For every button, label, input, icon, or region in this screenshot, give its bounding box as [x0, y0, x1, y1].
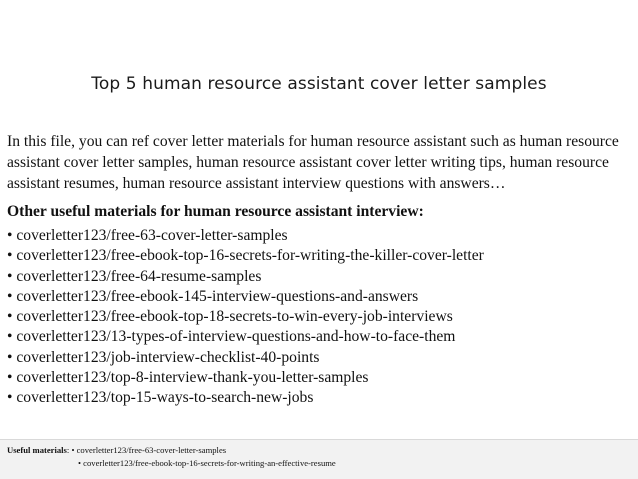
- footer-bar: [0, 439, 638, 479]
- footer-link-resume-ebook[interactable]: • coverletter123/free-ebook-top-16-secrets-for-writing-an-effective-resume: [78, 458, 336, 468]
- footer-separator: :: [66, 445, 72, 455]
- slide-title: Top 5 human resource assistant cover letter samples: [91, 74, 547, 94]
- materials-heading: Other useful materials for human resource assistant interview:: [7, 203, 424, 220]
- materials-list: [7, 226, 484, 409]
- material-link-free-64-resume-samples[interactable]: • coverletter123/free-64-resume-samples: [7, 267, 262, 285]
- material-link-free-ebook-cover-letter-secrets[interactable]: • coverletter123/free-ebook-top-16-secrets-for-writing-the-killer-cover-letter: [7, 247, 484, 265]
- material-link-thank-you-letter-samples[interactable]: • coverletter123/top-8-interview-thank-you-letter-samples: [7, 369, 369, 387]
- material-link-145-interview-questions[interactable]: • coverletter123/free-ebook-145-interview-questions-and-answers: [7, 287, 419, 305]
- footer-link-cover-letter-samples[interactable]: • coverletter123/free-63-cover-letter-samples: [71, 445, 227, 455]
- material-link-13-types-interview-questions[interactable]: • coverletter123/13-types-of-interview-questions-and-how-to-face-them: [7, 328, 456, 346]
- footer-row-1: [7, 445, 226, 455]
- footer-label: Useful materials: [7, 445, 67, 455]
- intro-paragraph: In this file, you can ref cover letter materials for human resource assistant such as human resource assistant cover letter samples, human resource assistant cover letter writing tips, human resource assistant resumes, human resource assistant interview questions with answers…: [7, 133, 619, 192]
- material-link-18-secrets-job-interviews[interactable]: • coverletter123/free-ebook-top-18-secrets-to-win-every-job-interviews: [7, 308, 453, 326]
- material-link-free-63-cover-letter-samples[interactable]: • coverletter123/free-63-cover-letter-samples: [7, 227, 288, 244]
- material-link-ways-to-search-jobs[interactable]: • coverletter123/top-15-ways-to-search-new-jobs: [7, 389, 314, 407]
- footer-row-2: [78, 458, 336, 468]
- material-link-interview-checklist[interactable]: • coverletter123/job-interview-checklist-40-points: [7, 348, 320, 366]
